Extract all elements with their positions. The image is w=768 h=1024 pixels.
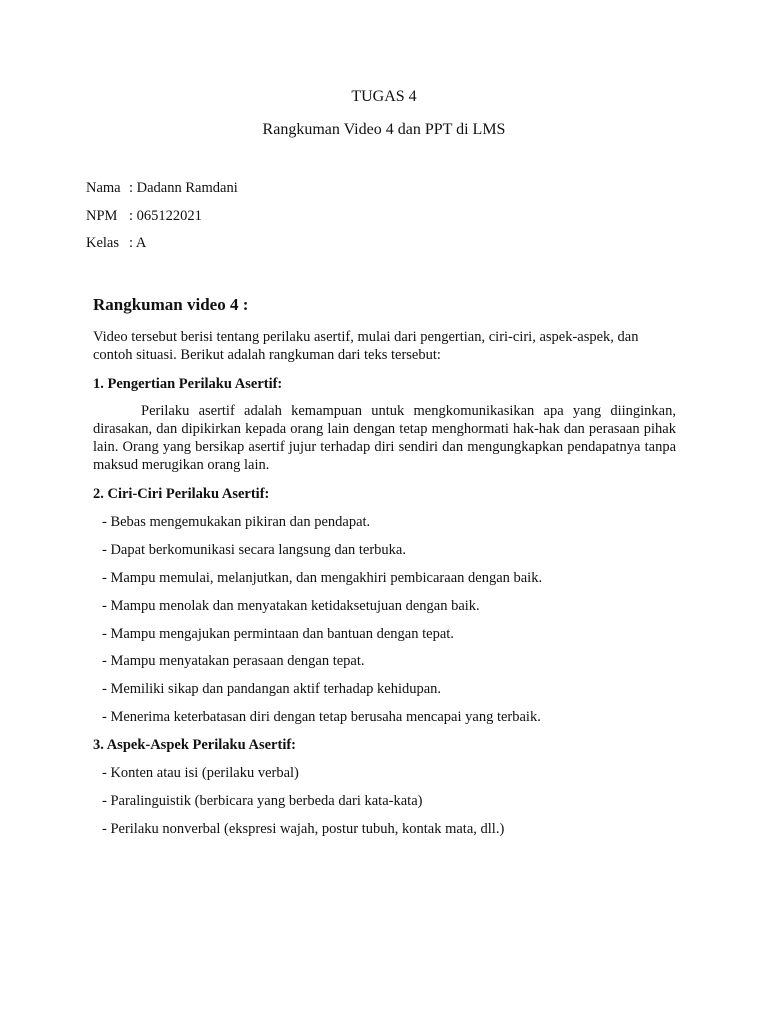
section-heading-pengertian: 1. Pengertian Perilaku Asertif: bbox=[93, 376, 283, 392]
list-item: - Mampu memulai, melanjutkan, dan mengakhiri pembicaraan dengan baik. bbox=[102, 570, 543, 586]
section-paragraph-pengertian bbox=[93, 402, 676, 474]
list-item: - Memiliki sikap dan pandangan aktif terhadap kehidupan. bbox=[102, 681, 442, 697]
identity-value: : A bbox=[129, 235, 147, 251]
list-item: - Mampu menyatakan perasaan dengan tepat. bbox=[102, 653, 365, 669]
list-item: - Menerima keterbatasan diri dengan tetap berusaha mencapai yang terbaik. bbox=[102, 709, 541, 725]
summary-intro: Video tersebut berisi tentang perilaku asertif, mulai dari pengertian, ciri-ciri, aspek-aspek, dan contoh situasi. Berikut adalah rangkuman dari teks tersebut: bbox=[93, 329, 639, 363]
identity-row-nama bbox=[86, 179, 238, 197]
list-item: - Mampu mengajukan permintaan dan bantuan dengan tepat. bbox=[102, 626, 454, 642]
document-subtitle: Rangkuman Video 4 dan PPT di LMS bbox=[262, 121, 506, 138]
summary-heading: Rangkuman video 4 : bbox=[93, 295, 249, 314]
list-item: - Perilaku nonverbal (ekspresi wajah, postur tubuh, kontak mata, dll.) bbox=[102, 821, 505, 837]
list-item: - Dapat berkomunikasi secara langsung dan terbuka. bbox=[102, 542, 406, 558]
list-item: - Mampu menolak dan menyatakan ketidaksetujuan dengan baik. bbox=[102, 598, 480, 614]
list-item: - Bebas mengemukakan pikiran dan pendapat. bbox=[102, 514, 371, 530]
identity-row-kelas bbox=[86, 234, 146, 252]
document-title: TUGAS 4 bbox=[351, 88, 417, 105]
identity-label: Kelas bbox=[86, 235, 120, 251]
identity-label: NPM bbox=[86, 208, 118, 224]
identity-label: Nama bbox=[86, 180, 121, 196]
list-item: - Konten atau isi (perilaku verbal) bbox=[102, 765, 299, 781]
section-heading-ciri: 2. Ciri-Ciri Perilaku Asertif: bbox=[93, 486, 270, 502]
section-heading-aspek: 3. Aspek-Aspek Perilaku Asertif: bbox=[93, 737, 296, 753]
identity-row-npm bbox=[86, 207, 202, 225]
identity-value: : Dadann Ramdani bbox=[129, 180, 238, 196]
identity-value: : 065122021 bbox=[129, 208, 202, 224]
list-item: - Paralinguistik (berbicara yang berbeda dari kata-kata) bbox=[102, 793, 423, 809]
paragraph-text: Perilaku asertif adalah kemampuan untuk mengkomunikasikan apa yang diinginkan, dirasakan, dan dipikirkan kepada orang lain dengan tetap menghormati hak-hak dan perasaan pihak lain. Orang yang bersikap asertif jujur terhadap diri sendiri dan mengungkapkan pendapatnya tanpa maksud merugikan orang lain. bbox=[93, 403, 676, 473]
